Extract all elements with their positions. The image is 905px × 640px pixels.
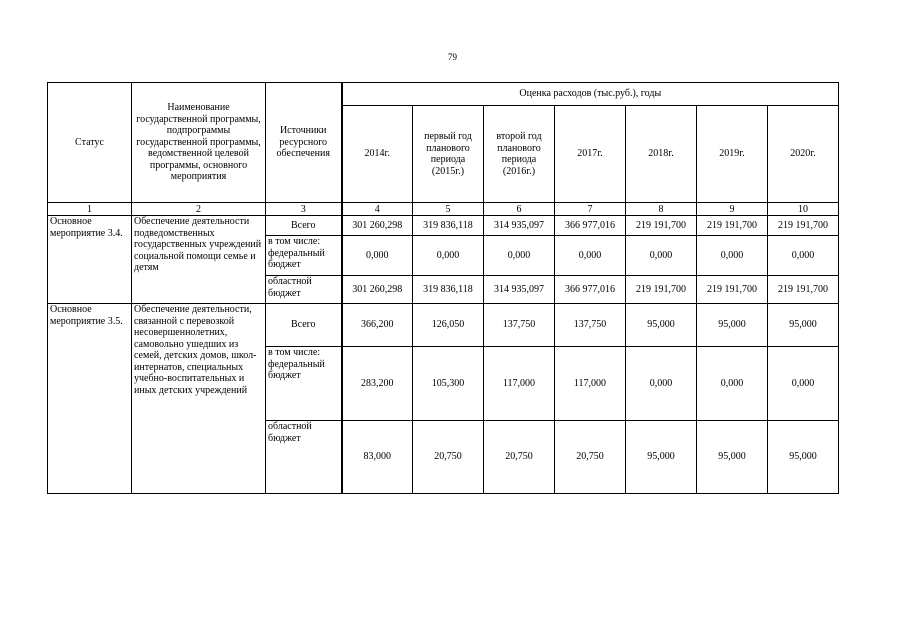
value-cell: 117,000 [484,347,555,421]
header-year-2017: 2017г. [555,106,626,203]
value-cell: 20,750 [555,421,626,494]
value-cell: 95,000 [626,304,697,347]
value-cell: 95,000 [697,421,768,494]
value-cell: 137,750 [484,304,555,347]
value-cell: 0,000 [768,236,839,276]
value-cell: 0,000 [555,236,626,276]
value-cell: 219 191,700 [626,276,697,304]
column-number: 1 [48,203,132,216]
row-source: областной бюджет [266,276,342,304]
header-status: Статус [48,83,132,203]
header-expenses-title: Оценка расходов (тыс.руб.), годы [342,83,839,106]
value-cell: 219 191,700 [768,276,839,304]
value-cell: 0,000 [626,347,697,421]
header-year-2020: 2020г. [768,106,839,203]
page-number: 79 [448,52,457,62]
value-cell: 314 935,097 [484,276,555,304]
value-cell: 0,000 [768,347,839,421]
value-cell: 366 977,016 [555,216,626,236]
value-cell: 0,000 [413,236,484,276]
row-source: Всего [266,216,342,236]
resource-budget-table [47,82,839,494]
column-number: 9 [697,203,768,216]
column-number: 6 [484,203,555,216]
row-program-name: Обеспечение деятельности, связанной с перевозкой несовершеннолетних, самовольно ушедших из семей, детских домов, школ-интернатов, специальных учебно-воспитательных и иных детских учреждений [132,304,266,494]
value-cell: 20,750 [413,421,484,494]
header-program-name: Наименование государственной программы, подпрограммы государственной программы, ведомственной целевой программы, основного мероприятия [132,83,266,203]
column-number: 7 [555,203,626,216]
value-cell: 0,000 [626,236,697,276]
table-row [48,216,839,236]
value-cell: 314 935,097 [484,216,555,236]
column-number: 4 [342,203,413,216]
value-cell: 319 836,118 [413,216,484,236]
value-cell: 0,000 [342,236,413,276]
row-source: в том числе: федеральный бюджет [266,236,342,276]
header-year-2015: первый год планового периода (2015г.) [413,106,484,203]
row-program-name: Обеспечение деятельности подведомственных государственных учреждений социальной помощи семье и детям [132,216,266,304]
row-source: в том числе: федеральный бюджет [266,347,342,421]
value-cell: 301 260,298 [342,276,413,304]
value-cell: 95,000 [697,304,768,347]
value-cell: 0,000 [697,347,768,421]
row-status: Основное мероприятие 3.5. [48,304,132,494]
value-cell: 366,200 [342,304,413,347]
value-cell: 283,200 [342,347,413,421]
value-cell: 117,000 [555,347,626,421]
column-number: 3 [266,203,342,216]
row-source: Всего [266,304,342,347]
value-cell: 95,000 [768,421,839,494]
header-year-2019: 2019г. [697,106,768,203]
value-cell: 95,000 [626,421,697,494]
value-cell: 126,050 [413,304,484,347]
value-cell: 0,000 [697,236,768,276]
header-sources: Источники ресурсного обеспечения [266,83,342,203]
table-row [48,304,839,347]
column-number: 10 [768,203,839,216]
value-cell: 366 977,016 [555,276,626,304]
value-cell: 319 836,118 [413,276,484,304]
header-row-top [48,83,839,106]
value-cell: 219 191,700 [697,276,768,304]
header-year-2014: 2014г. [342,106,413,203]
value-cell: 137,750 [555,304,626,347]
value-cell: 301 260,298 [342,216,413,236]
column-number: 5 [413,203,484,216]
row-source: областной бюджет [266,421,342,494]
value-cell: 219 191,700 [626,216,697,236]
column-number-row [48,203,839,216]
value-cell: 20,750 [484,421,555,494]
column-number: 8 [626,203,697,216]
column-number: 2 [132,203,266,216]
header-year-2018: 2018г. [626,106,697,203]
header-year-2016: второй год планового периода (2016г.) [484,106,555,203]
row-status: Основное мероприятие 3.4. [48,216,132,304]
value-cell: 83,000 [342,421,413,494]
value-cell: 219 191,700 [768,216,839,236]
value-cell: 219 191,700 [697,216,768,236]
value-cell: 105,300 [413,347,484,421]
value-cell: 95,000 [768,304,839,347]
value-cell: 0,000 [484,236,555,276]
